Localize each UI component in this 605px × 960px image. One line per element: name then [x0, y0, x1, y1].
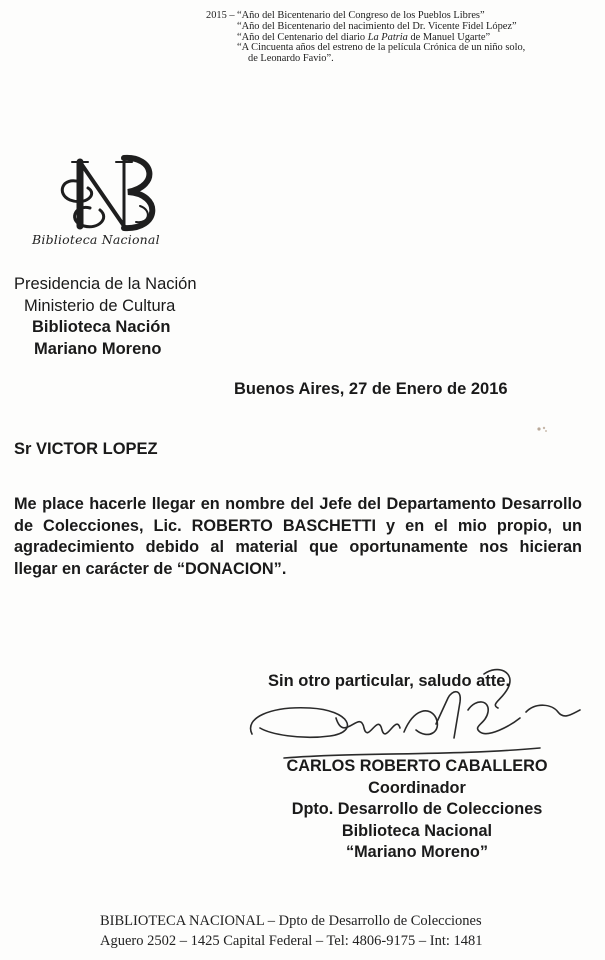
footer-line-1: BIBLIOTECA NACIONAL – Dpto de Desarrollo de Colecciones: [100, 913, 482, 929]
signer-block: [252, 756, 582, 864]
monogram-icon: [28, 148, 188, 238]
recipient-name: Sr VICTOR LOPEZ: [14, 440, 158, 458]
signer-organization-name: “Mariano Moreno”: [345, 843, 489, 861]
signer-department: Dpto. Desarrollo de Colecciones: [291, 800, 543, 818]
header-line-presidencia: Presidencia de la Nación: [14, 275, 197, 293]
letter-date: Buenos Aires, 27 de Enero de 2016: [234, 380, 508, 398]
motto-year: 2015 –: [206, 10, 235, 21]
footer-line-2: Aguero 2502 – 1425 Capital Federal – Tel: 4806-9175 – Int: 1481: [100, 932, 483, 949]
handwritten-signature: [240, 648, 585, 768]
motto-line-4: “A Cincuenta años del estreno de la película Crónica de un niño solo,: [237, 42, 526, 54]
institution-header: [14, 274, 197, 360]
header-line-biblioteca: Biblioteca Nación: [32, 318, 171, 336]
closing-line: Sin otro particular, saludo atte.: [268, 672, 511, 690]
motto-line-5: de Leonardo Favio”.: [248, 53, 334, 65]
header-line-ministerio: Ministerio de Cultura: [24, 296, 176, 315]
logo-caption: Biblioteca Nacional: [32, 232, 160, 247]
signer-title: Coordinador: [368, 778, 466, 797]
letter-footer: [100, 912, 540, 951]
signer-organization: Biblioteca Nacional: [341, 821, 493, 840]
letter-body: Me place hacerle llegar en nombre del Jefe del Departamento Desarrollo de Colecciones, Lic. ROBERTO BASCHETTI y en el mio propio, un agradecimiento debido al material que oportunamente nos hicieran llegar en carácter de “DONACION”.: [14, 495, 582, 578]
signer-name: CARLOS ROBERTO CABALLERO: [286, 757, 548, 775]
paper-speck: [535, 424, 549, 434]
motto-line-1: 2015 – “Año del Bicentenario del Congreso de los Pueblos Libres”: [206, 10, 485, 21]
header-line-mariano-moreno: Mariano Moreno: [34, 339, 162, 358]
motto-line-3: “Año del Centenario del diario La Patria de Manuel Ugarte”: [237, 31, 491, 43]
commemorative-mottos: [206, 11, 601, 65]
motto-line-2: “Año del Bicentenario del nacimiento del Dr. Vicente Fidel López”: [237, 20, 517, 32]
